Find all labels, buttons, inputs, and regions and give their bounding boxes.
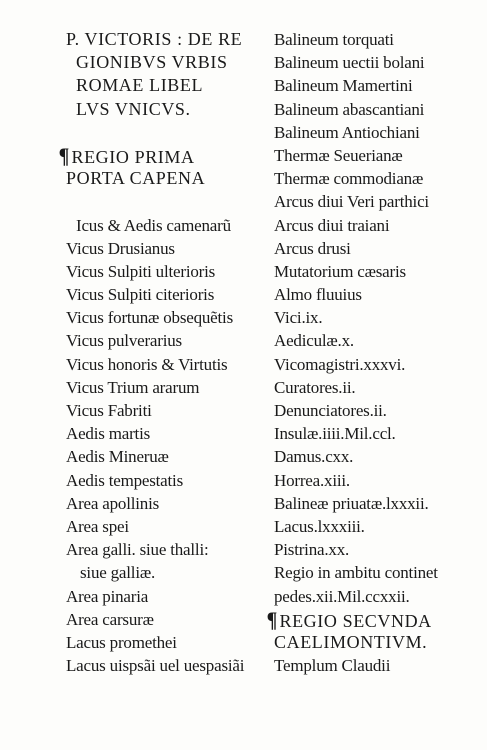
list-item: Arcus drusi [274,238,351,258]
list-item: Vicus Sulpiti ulterioris [66,261,216,281]
pilcrow-icon: ¶ [58,142,70,168]
title-line: LVS VNICVS. [76,98,191,119]
list-item: Templum Claudii [274,656,391,676]
spacer [66,190,266,213]
list-item: Lacus promethei [66,632,177,652]
list-item: Regio in ambitu continet [274,563,438,583]
list-item: Mutatorium cæsaris [274,261,406,281]
list-item: Vicus fortunæ obsequẽtis [66,308,233,328]
list-item: Aediculæ.x. [274,331,354,351]
section-heading-text: REGIO SECVNDA [279,610,432,631]
list-item: Area spei [66,516,129,536]
section-heading-text: REGIO PRIMA [71,146,195,167]
section-heading: CAELIMONTIVM. [274,631,428,652]
list-item: Vicus Sulpiti citerioris [66,285,215,305]
list-item: Lacus.lxxxiii. [274,516,365,536]
list-item: Vicus Drusianus [66,238,175,258]
list-item: Aedis martis [66,424,151,444]
list-item: Balineum torquati [274,30,394,49]
list-item: Area carsuræ [66,609,154,629]
list-item: siue galliæ. [80,563,156,583]
title-line: ROMAE LIBEL [76,75,204,96]
list-item: Area pinaria [66,586,149,606]
list-item: Vicus Fabriti [66,401,152,420]
section-heading [266,606,484,632]
title-line: GIONIBVS VRBIS [76,52,228,73]
list-item: Vicomagistri.xxxvi. [274,354,406,374]
list-item: Horrea.xiii. [274,470,350,490]
list-item: Area galli. siue thalli: [66,540,209,560]
list-item: Lacus uispsãi uel uespasiãi [66,656,245,676]
left-column [58,28,266,677]
list-item: Area apollinis [66,493,160,513]
list-item: Balineum abascantiani [274,99,425,119]
pilcrow-icon: ¶ [266,606,278,632]
list-item: Pistrina.xx. [274,540,350,560]
list-item: Balineum uectii bolani [274,53,425,73]
list-item: Damus.cxx. [274,447,354,467]
right-column [266,28,484,677]
title-line: P. VICTORIS : DE RE [66,29,243,49]
list-item: Vicus Trium ararum [66,377,200,397]
list-item: Denunciatores.ii. [274,401,387,420]
list-item: Icus & Aedis camenarũ [76,215,231,235]
list-item: Vicus honoris & Virtutis [66,354,228,374]
list-item: Almo fluuius [274,285,362,305]
list-item: pedes.xii.Mil.ccxxii. [274,586,410,606]
list-item: Balineum Mamertini [274,76,413,96]
list-item: Arcus diui Veri parthici [274,192,429,212]
list-item: Thermæ commodianæ [274,169,424,189]
list-item: Vici.ix. [274,308,323,328]
list-item: Aedis tempestatis [66,470,183,490]
list-item: Insulæ.iiii.Mil.ccl. [274,424,396,444]
list-item: Curatores.ii. [274,377,356,397]
section-heading [58,142,266,168]
section-heading: PORTA CAPENA [66,168,206,189]
list-item: Balineæ priuatæ.lxxxii. [274,493,429,513]
list-item: Arcus diui traiani [274,215,390,235]
list-item: Thermæ Seuerianæ [274,145,403,165]
list-item: Aedis Mineruæ [66,447,169,467]
spacer [66,121,266,144]
list-item: Balineum Antiochiani [274,122,420,142]
list-item: Vicus pulverarius [66,331,182,351]
